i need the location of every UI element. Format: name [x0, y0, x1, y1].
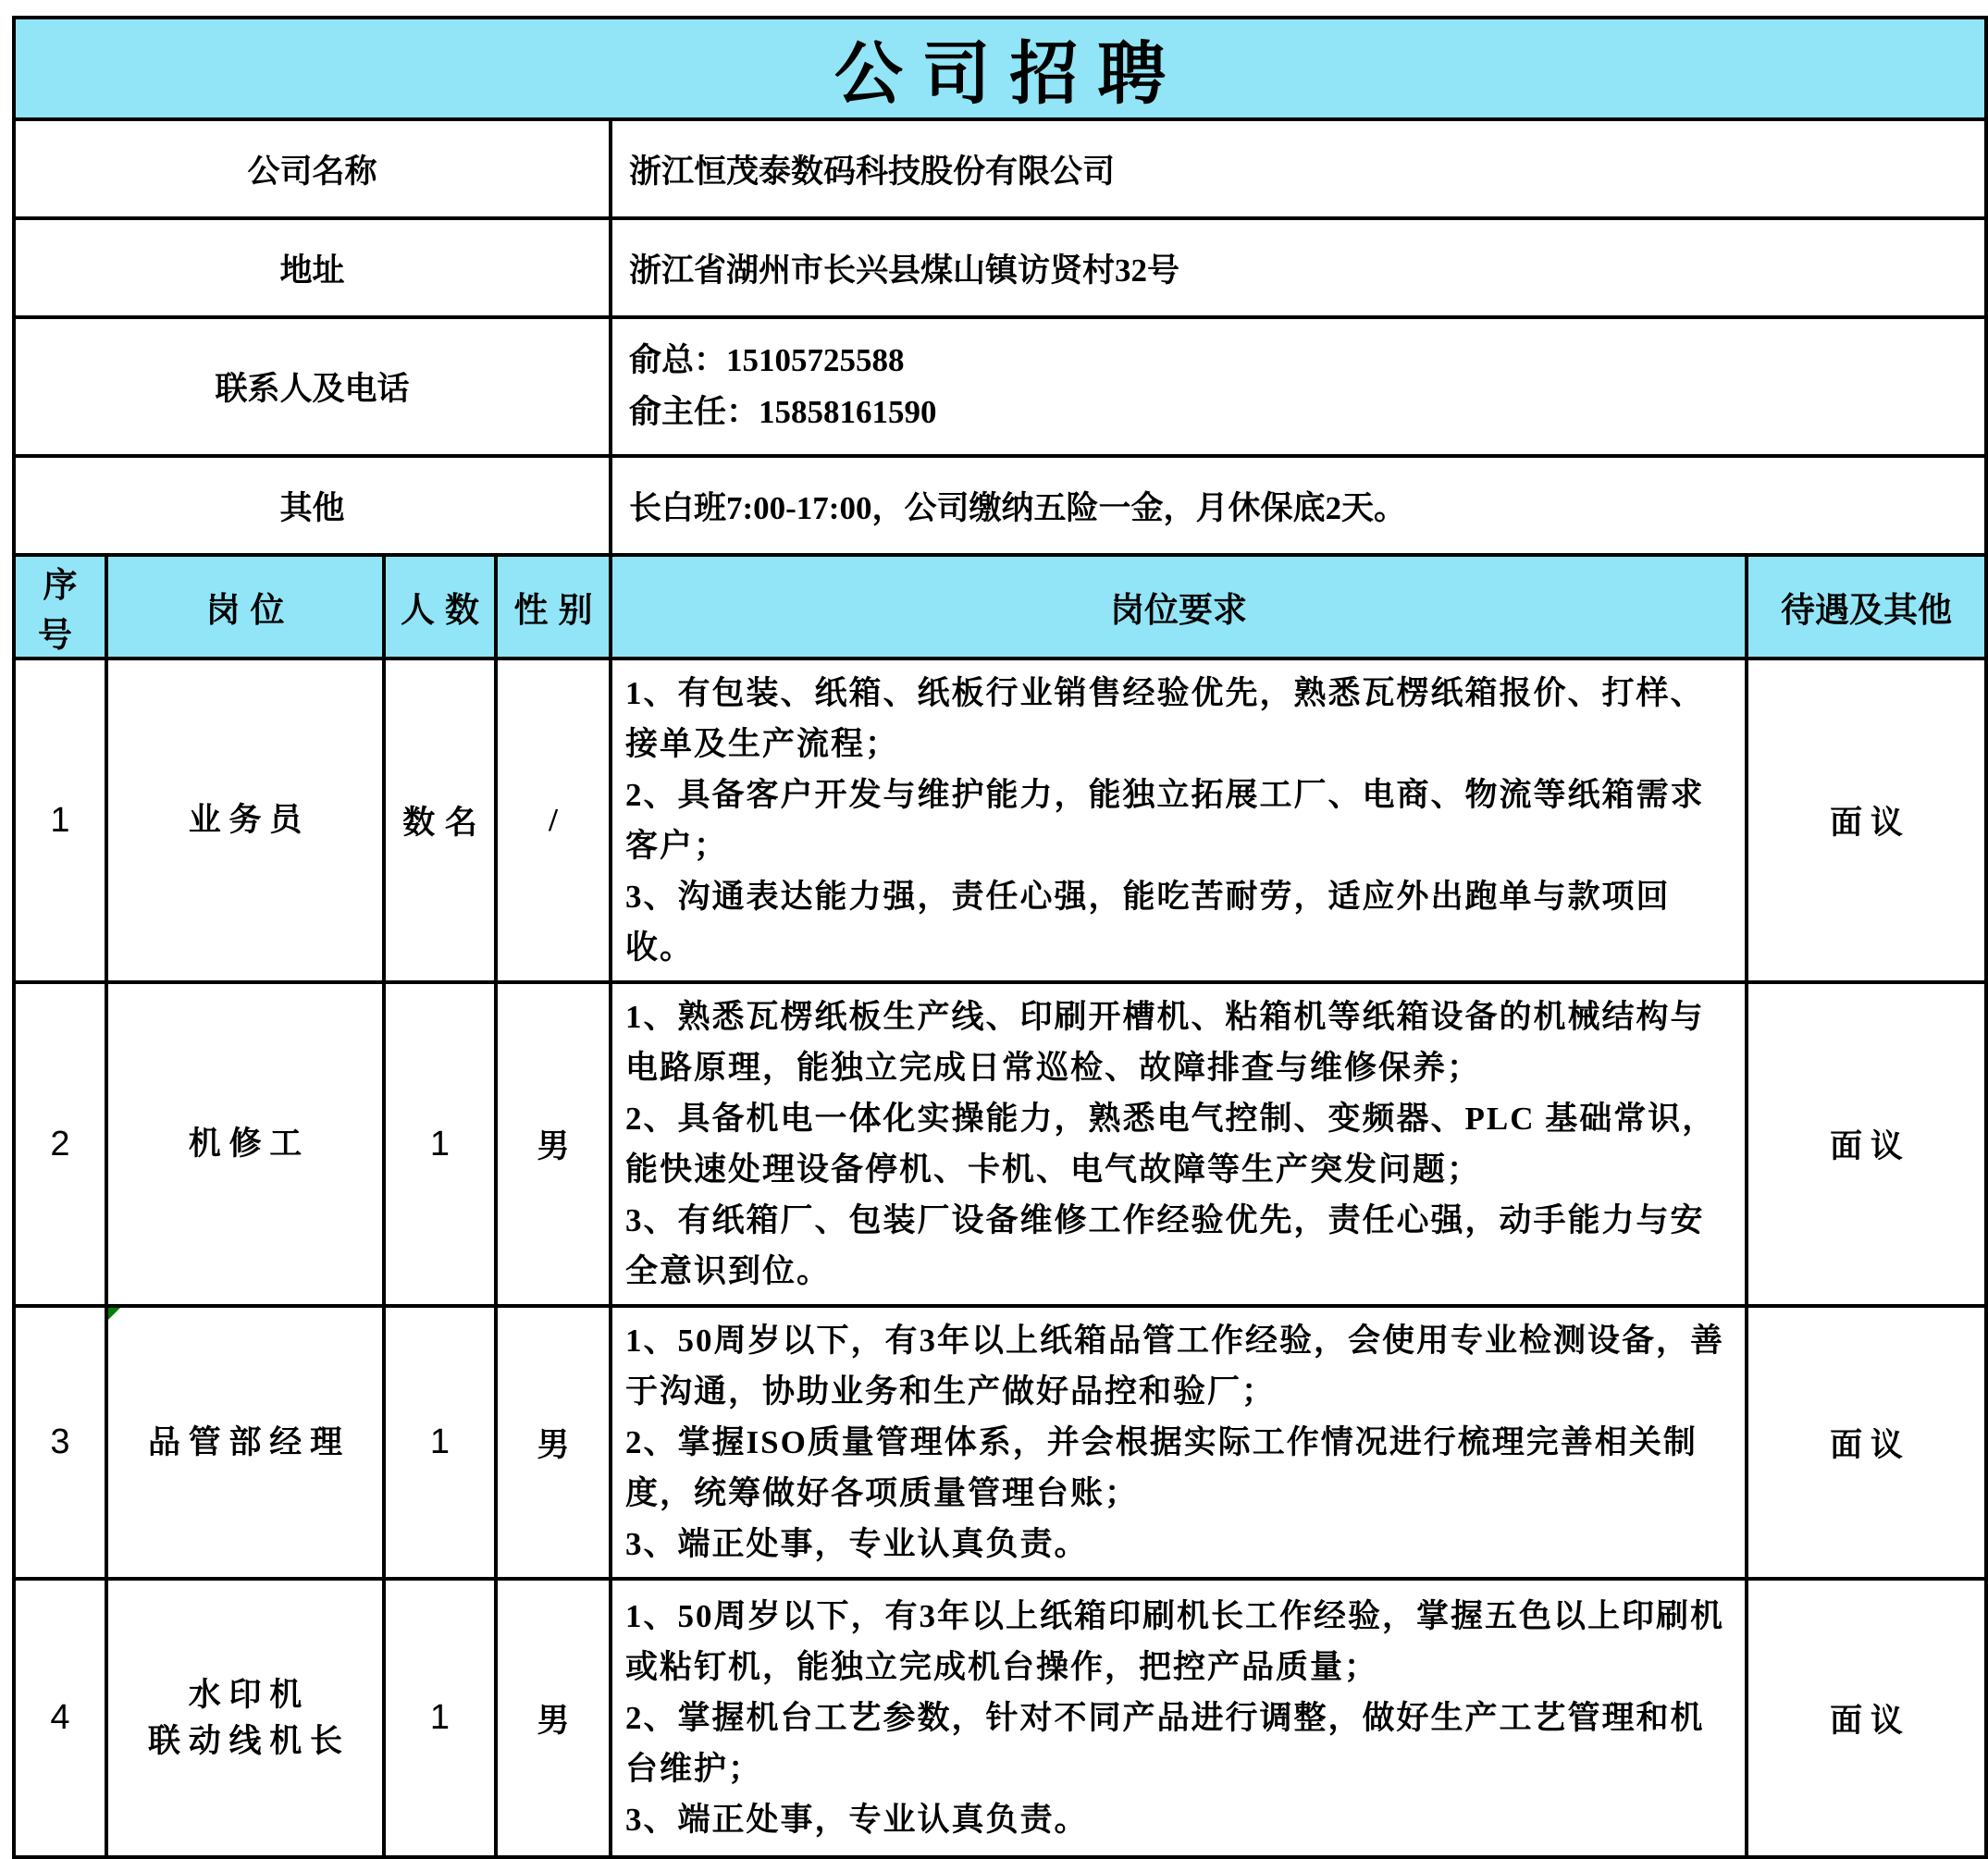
- title-row: [14, 18, 1986, 119]
- other-label: 其他: [14, 456, 611, 555]
- job-headcount: 数名: [384, 659, 496, 982]
- job-gender: /: [496, 659, 611, 982]
- header-salary: 待遇及其他: [1747, 555, 1986, 659]
- job-requirements: [611, 982, 1747, 1306]
- job-headcount: 1: [384, 1306, 496, 1579]
- requirement-item: 1、有包装、纸箱、纸板行业销售经验优先，熟悉瓦楞纸箱报价、打样、接单及生产流程；: [625, 675, 1705, 762]
- header-requirements: 岗位要求: [611, 555, 1747, 659]
- info-row-company-name: [14, 119, 1986, 218]
- company-name-label: 公司名称: [14, 119, 611, 218]
- job-headcount: 1: [384, 1579, 496, 1857]
- info-row-contact: [14, 317, 1986, 456]
- job-gender: 男: [496, 1579, 611, 1857]
- requirement-item: 1、50周岁以下，有3年以上纸箱品管工作经验，会使用专业检测设备，善于沟通，协助业务和生产做好品控和验厂；: [625, 1323, 1725, 1410]
- info-row-other: [14, 456, 1986, 555]
- job-index: 1: [14, 659, 106, 982]
- job-index: 3: [14, 1306, 106, 1579]
- job-requirements: [611, 659, 1747, 982]
- job-position: [106, 982, 384, 1306]
- job-position: [106, 1306, 384, 1579]
- table-row-job-1: [14, 659, 1986, 982]
- requirement-item: 1、熟悉瓦楞纸板生产线、印刷开槽机、粘箱机等纸箱设备的机械结构与电路原理，能独立完成日常巡检、故障排查与维修保养；: [625, 999, 1705, 1086]
- job-position-line: 机修工: [188, 1126, 310, 1162]
- requirement-item: 2、掌握ISO质量管理体系，并会根据实际工作情况进行梳理完善相关制度，统筹做好各项质量管理台账；: [625, 1424, 1698, 1511]
- header-headcount: 人数: [384, 555, 496, 659]
- page-title: 公司招聘: [14, 18, 1986, 119]
- requirement-item: 2、掌握机台工艺参数，针对不同产品进行调整，做好生产工艺管理和机台维护；: [625, 1700, 1705, 1787]
- address-value: 浙江省湖州市长兴县煤山镇访贤村32号: [611, 218, 1986, 317]
- header-index: 序号: [14, 555, 106, 659]
- job-position-line: 业务员: [188, 802, 310, 838]
- header-position: 岗位: [106, 555, 384, 659]
- requirement-item: 2、具备客户开发与维护能力，能独立拓展工厂、电商、物流等纸箱需求客户；: [625, 777, 1705, 864]
- recruitment-table: [12, 16, 1988, 1859]
- company-name-value: 浙江恒茂泰数码科技股份有限公司: [611, 119, 1986, 218]
- job-position: [106, 659, 384, 982]
- requirement-item: 3、端正处事，专业认真负责。: [625, 1802, 1089, 1838]
- job-salary: 面议: [1747, 982, 1986, 1306]
- job-position-line: 品管部经理: [147, 1423, 351, 1460]
- contact-line: 俞总：15105725588: [629, 342, 905, 378]
- header-gender: 性别: [496, 555, 611, 659]
- other-value: 长白班7:00-17:00，公司缴纳五险一金，月休保底2天。: [611, 456, 1986, 555]
- contact-value: [611, 317, 1986, 456]
- job-position: [106, 1579, 384, 1857]
- table-header-row: [14, 555, 1986, 659]
- job-index: 2: [14, 982, 106, 1306]
- job-gender: 男: [496, 982, 611, 1306]
- table-row-job-3: [14, 1306, 1986, 1579]
- requirement-item: 1、50周岁以下，有3年以上纸箱印刷机长工作经验，掌握五色以上印刷机或粘钉机，能独立完成机台操作，把控产品质量；: [625, 1598, 1725, 1685]
- job-headcount: 1: [384, 982, 496, 1306]
- info-row-address: [14, 218, 1986, 317]
- contact-line: 俞主任：15858161590: [629, 394, 937, 430]
- table-row-job-2: [14, 982, 1986, 1306]
- requirement-item: 3、有纸箱厂、包装厂设备维修工作经验优先，责任心强，动手能力与安全意识到位。: [625, 1202, 1705, 1289]
- cell-error-flag-icon: [108, 1308, 120, 1320]
- job-requirements: [611, 1579, 1747, 1857]
- job-requirements: [611, 1306, 1747, 1579]
- requirement-item: 3、端正处事，专业认真负责。: [625, 1526, 1089, 1562]
- job-salary: 面议: [1747, 659, 1986, 982]
- job-salary: 面议: [1747, 1306, 1986, 1579]
- requirement-item: 2、具备机电一体化实操能力，熟悉电气控制、变频器、PLC 基础常识，能快速处理设备停机、卡机、电气故障等生产突发问题；: [625, 1101, 1717, 1188]
- table-row-job-4: [14, 1579, 1986, 1857]
- address-label: 地址: [14, 218, 611, 317]
- job-position-line: 水印机: [188, 1676, 310, 1713]
- job-position-line: 联动线机长: [147, 1722, 351, 1759]
- job-salary: 面议: [1747, 1579, 1986, 1857]
- contact-label: 联系人及电话: [14, 317, 611, 456]
- job-gender: 男: [496, 1306, 611, 1579]
- job-index: 4: [14, 1579, 106, 1857]
- requirement-item: 3、沟通表达能力强，责任心强，能吃苦耐劳，适应外出跑单与款项回收。: [625, 879, 1671, 966]
